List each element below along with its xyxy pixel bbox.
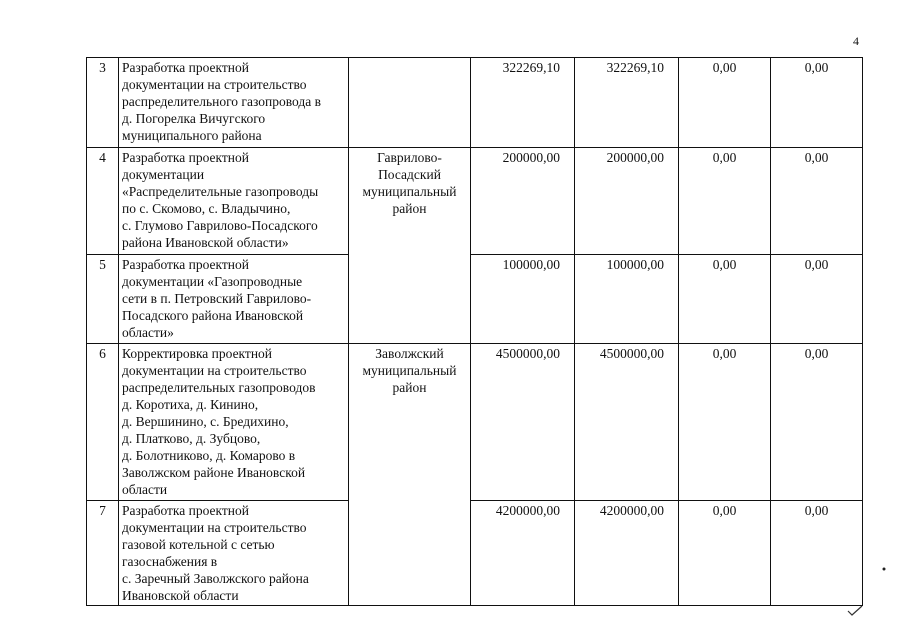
description-line: области — [122, 482, 168, 497]
row-number: 5 — [87, 255, 119, 344]
amount-col-4: 0,00 — [771, 501, 863, 606]
district-line: муниципальный — [362, 363, 457, 378]
description-line: документации на строительство — [122, 77, 307, 92]
amount-total: 100000,00 — [471, 255, 575, 344]
description-line: по с. Скомово, с. Владычино, — [122, 201, 291, 216]
amount-col-4: 0,00 — [771, 58, 863, 148]
district-line: район — [392, 201, 427, 216]
table-row — [87, 501, 863, 606]
description-line: распределительного газопровода в — [122, 94, 321, 109]
district-line: район — [392, 380, 427, 395]
district-cell — [349, 148, 471, 344]
description-line: д. Вершинино, с. Бредихино, — [122, 414, 289, 429]
description-line: документации на строительство — [122, 520, 307, 535]
amount-total: 322269,10 — [471, 58, 575, 148]
district-line: Заволжский — [375, 346, 444, 361]
district-line: Посадский — [378, 167, 441, 182]
description-line: области» — [122, 325, 174, 340]
description-line: Корректировка проектной — [122, 346, 273, 361]
description-line: д. Болотниково, д. Комарово в — [122, 448, 296, 463]
amount-total: 4500000,00 — [471, 344, 575, 501]
district-cell — [349, 58, 471, 148]
project-description — [119, 148, 349, 255]
amount-col-3: 0,00 — [679, 58, 771, 148]
description-line: газоснабжения в — [122, 554, 218, 569]
amount-col-2: 4500000,00 — [575, 344, 679, 501]
description-line: д. Коротиха, д. Кинино, — [122, 397, 259, 412]
row-number: 4 — [87, 148, 119, 255]
description-line: Разработка проектной — [122, 60, 249, 75]
row-number: 7 — [87, 501, 119, 606]
description-line: «Распределительные газопроводы — [122, 184, 319, 199]
amount-col-3: 0,00 — [679, 148, 771, 255]
description-line: документации на строительство — [122, 363, 307, 378]
project-description — [119, 344, 349, 501]
amount-col-4: 0,00 — [771, 255, 863, 344]
district-line: муниципальный — [362, 184, 457, 199]
amount-total: 200000,00 — [471, 148, 575, 255]
project-description — [119, 255, 349, 344]
budget-table — [86, 57, 863, 606]
table-row — [87, 255, 863, 344]
description-line: Разработка проектной — [122, 257, 249, 272]
district-line: Гаврилово- — [377, 150, 442, 165]
description-line: с. Глумово Гаврилово-Посадского — [122, 218, 318, 233]
amount-col-2: 4200000,00 — [575, 501, 679, 606]
description-line: с. Заречный Заволжского района — [122, 571, 309, 586]
description-line: района Ивановской области» — [122, 235, 289, 250]
table-row — [87, 344, 863, 501]
row-number: 6 — [87, 344, 119, 501]
description-line: документации — [122, 167, 205, 182]
row-number: 3 — [87, 58, 119, 148]
description-line: муниципального района — [122, 128, 262, 143]
description-line: Посадского района Ивановской — [122, 308, 304, 323]
description-line: Ивановской области — [122, 588, 239, 603]
project-description — [119, 58, 349, 148]
amount-col-2: 100000,00 — [575, 255, 679, 344]
table-row — [87, 148, 863, 255]
description-line: сети в п. Петровский Гаврилово- — [122, 291, 312, 306]
description-line: Разработка проектной — [122, 150, 249, 165]
page-number: 4 — [853, 34, 859, 48]
description-line: д. Платково, д. Зубцово, — [122, 431, 261, 446]
amount-col-3: 0,00 — [679, 501, 771, 606]
project-description — [119, 501, 349, 606]
amount-col-2: 322269,10 — [575, 58, 679, 148]
table-row — [87, 58, 863, 148]
district-cell — [349, 344, 471, 606]
amount-col-2: 200000,00 — [575, 148, 679, 255]
amount-col-3: 0,00 — [679, 344, 771, 501]
description-line: газовой котельной с сетью — [122, 537, 275, 552]
description-line: Заволжском районе Ивановской — [122, 465, 306, 480]
scan-mark-check — [846, 604, 864, 618]
description-line: документации «Газопроводные — [122, 274, 303, 289]
scan-mark-dot — [881, 566, 887, 572]
amount-total: 4200000,00 — [471, 501, 575, 606]
description-line: Разработка проектной — [122, 503, 249, 518]
amount-col-4: 0,00 — [771, 148, 863, 255]
amount-col-3: 0,00 — [679, 255, 771, 344]
description-line: распределительных газопроводов — [122, 380, 316, 395]
amount-col-4: 0,00 — [771, 344, 863, 501]
description-line: д. Погорелка Вичугского — [122, 111, 266, 126]
